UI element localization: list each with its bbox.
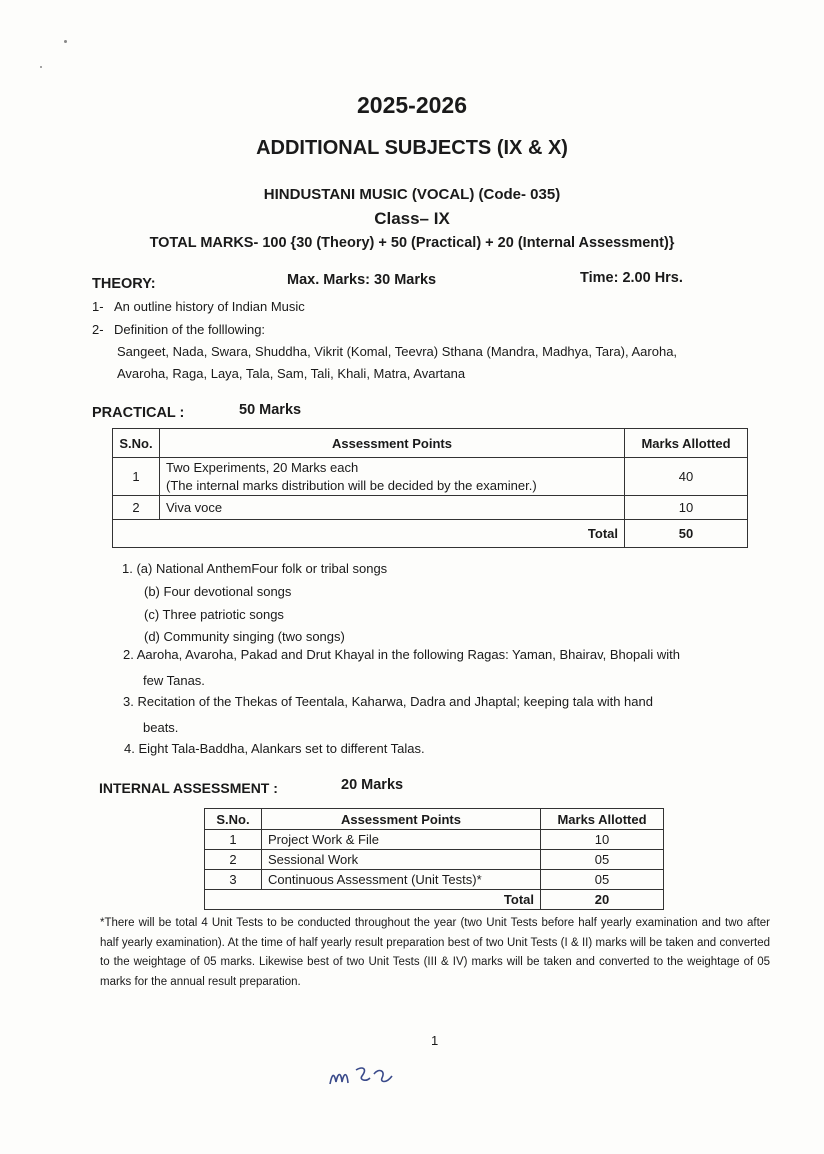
col-marks-allotted: Marks Allotted [625,429,748,458]
course-title: HINDUSTANI MUSIC (VOCAL) (Code- 035) [263,186,561,203]
page-number: 1 [431,1033,439,1048]
theory-item: 2- Definition of the folllowing: [92,322,266,337]
total-marks: TOTAL MARKS- 100 {30 (Theory) + 50 (Practical) + 20 (Internal Assessment)} [149,235,675,251]
definitions-line: Sangeet, Nada, Swara, Shuddha, Vikrit (Komal, Teevra) Sthana (Mandra, Madhya, Tara), Aaroha, [117,344,678,359]
table-row: 2 Viva voce 10 [113,496,748,520]
table-row: 1 Project Work & File 10 [205,830,664,850]
table-row: 3 Continuous Assessment (Unit Tests)* 05 [205,870,664,890]
subjects-title: ADDITIONAL SUBJECTS (IX & X) [256,137,568,159]
scan-speck [40,66,42,68]
definitions-line: Avaroha, Raga, Laya, Tala, Sam, Tali, Khali, Matra, Avartana [117,366,466,381]
practical-marks: 50 Marks [239,402,302,418]
handwritten-initials [326,1060,398,1090]
practical-item: 4. Eight Tala-Baddha, Alankars set to different Talas. [124,741,425,756]
col-assessment-points: Assessment Points [160,429,625,458]
practical-item: (c) Three patriotic songs [144,607,284,622]
table-header-row [113,429,748,458]
practical-item: (b) Four devotional songs [144,584,292,599]
table-total-row: Total 50 [113,520,748,548]
practical-item: 3. Recitation of the Thekas of Teentala, Kaharwa, Dadra and Jhaptal; keeping tala with hand [123,694,653,709]
internal-table [204,808,664,910]
practical-item: beats. [143,720,179,735]
theory-item: 1- An outline history of Indian Music [92,299,305,314]
col-assessment-points: Assessment Points [262,809,541,830]
col-sno: S.No. [205,809,262,830]
practical-item: 2. Aaroha, Avaroha, Pakad and Drut Khayal in the following Ragas: Yaman, Bhairav, Bhopali with [123,647,680,662]
scan-speck [64,40,67,43]
table-row: 2 Sessional Work 05 [205,850,664,870]
table-total-row: Total 20 [205,890,664,910]
practical-heading: PRACTICAL : [92,405,185,421]
col-marks-allotted: Marks Allotted [541,809,664,830]
table-header-row [205,809,664,830]
internal-heading: INTERNAL ASSESSMENT : [99,780,278,796]
practical-item: 1. (a) National AnthemFour folk or tribal songs [122,561,388,576]
col-sno: S.No. [113,429,160,458]
class-label: Class– IX [374,209,450,228]
practical-item: (d) Community singing (two songs) [144,629,345,644]
unit-test-note: *There will be total 4 Unit Tests to be conducted throughout the year (two Unit Tests before half yearly examination and two after half yearly examination). At the time of half yearly result preparation best of two Unit Tests (I & II) marks will be taken and converted to the weightage of 05 marks. Likewise best of two Unit Tests (III & IV) marks will be taken and converted to the weightage of 05 marks for the annual result preparation. [100,917,770,988]
theory-time: Time: 2.00 Hrs. [580,270,683,286]
academic-year: 2025-2026 [357,92,467,118]
practical-table [112,428,748,548]
theory-heading: THEORY: [92,276,156,292]
table-row: 1 Two Experiments, 20 Marks each (The internal marks distribution will be decided by the examiner.) 40 [113,458,748,496]
practical-item: few Tanas. [143,673,205,688]
theory-max-marks: Max. Marks: 30 Marks [287,272,437,288]
internal-marks: 20 Marks [341,777,404,793]
